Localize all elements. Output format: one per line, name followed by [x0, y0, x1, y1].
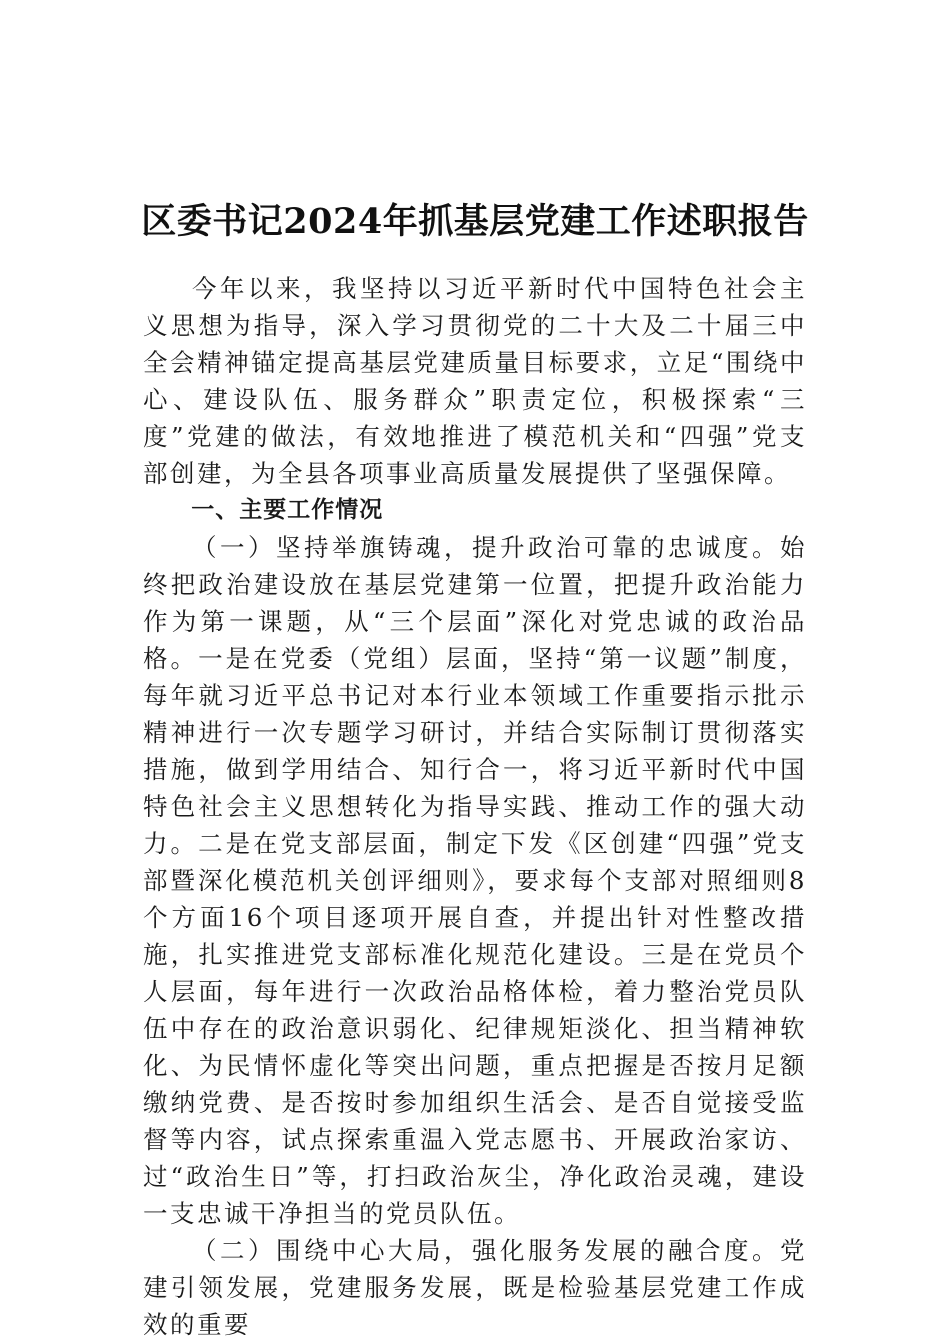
document-body	[143, 270, 807, 1343]
paragraph-item-1: （一）坚持举旗铸魂，提升政治可靠的忠诚度。始终把政治建设放在基层党建第一位置，把提升政治能力作为第一课题，从“三个层面”深化对党忠诚的政治品格。一是在党委（党组）层面，坚持“第一议题”制度，每年就习近平总书记对本行业本领域工作重要指示批示精神进行一次专题学习研讨，并结合实际制订贯彻落实措施，做到学用结合、知行合一，将习近平新时代中国特色社会主义思想转化为指导实践、推动工作的强大动力。二是在党支部层面，制定下发《区创建“四强”党支部暨深化模范机关创评细则》，要求每个支部对照细则8个方面16个项目逐项开展自查，并提出针对性整改措施，扎实推进党支部标准化规范化建设。三是在党员个人层面，每年进行一次政治品格体检，着力整治党员队伍中存在的政治意识弱化、纪律规矩淡化、担当精神软化、为民情怀虚化等突出问题，重点把握是否按月足额缴纳党费、是否按时参加组织生活会、是否自觉接受监督等内容，试点探索重温入党志愿书、开展政治家访、过“政治生日”等，打扫政治灰尘，净化政治灵魂，建设一支忠诚干净担当的党员队伍。	[143, 533, 807, 1228]
section-heading-main-work: 一、主要工作情况	[191, 497, 384, 523]
intro-paragraph: 今年以来，我坚持以习近平新时代中国特色社会主义思想为指导，深入学习贯彻党的二十大及二十届三中全会精神锚定提高基层党建质量目标要求，立足“围绕中心、建设队伍、服务群众”职责定位，积极探索“三度”党建的做法，有效地推进了模范机关和“四强”党支部创建，为全县各项事业高质量发展提供了坚强保障。	[143, 274, 807, 488]
paragraph-item-2: （二）围绕中心大局，强化服务发展的融合度。党建引领发展，党建服务发展，既是检验基层党建工作成效的重要	[143, 1236, 807, 1339]
document-title: 区委书记2024年抓基层党建工作述职报告	[141, 201, 809, 243]
